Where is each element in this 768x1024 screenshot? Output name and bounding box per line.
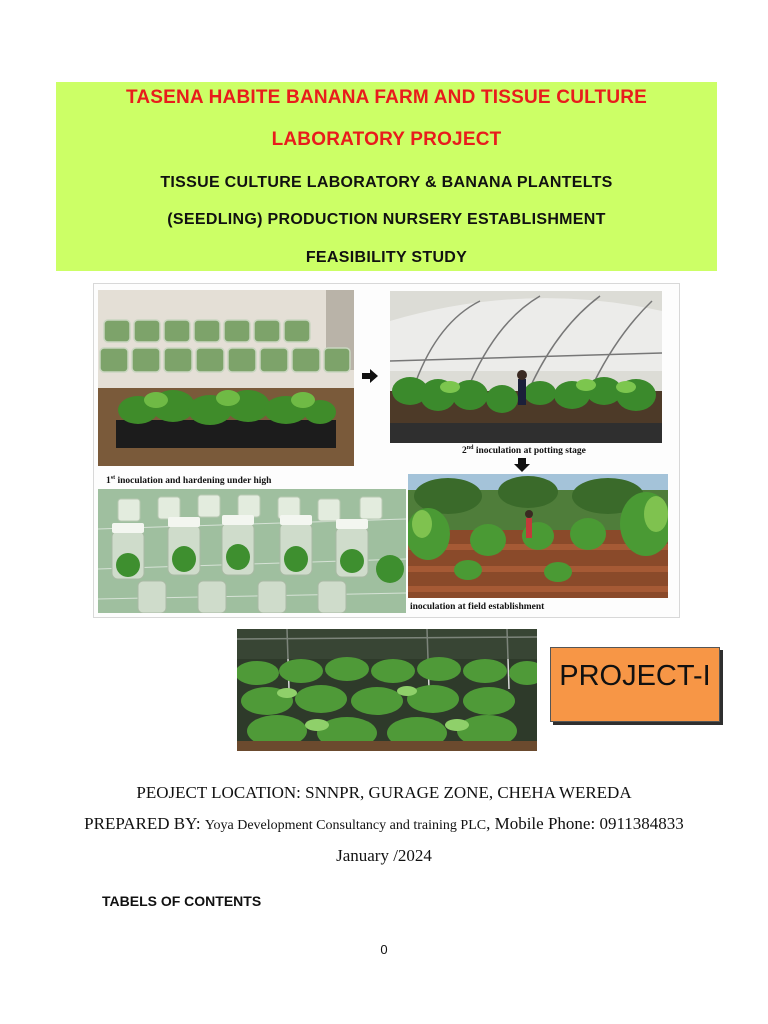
caption-second-number: 2 (462, 446, 467, 457)
caption-first-superscript: st (110, 475, 116, 481)
arrow-right-icon (362, 369, 378, 383)
greenhouse-potting-photo (390, 291, 662, 443)
photo-collage (93, 283, 680, 618)
subtitle-line-1: TISSUE CULTURE LABORATORY & BANANA PLANTELTS (160, 174, 613, 191)
project-badge-numeral: I (702, 660, 711, 692)
subtitle-line-2: (SEEDLING) PRODUCTION NURSERY ESTABLISHMENT (167, 211, 606, 228)
title-banner (56, 82, 717, 271)
caption-first-text: inoculation and hardening under high (115, 476, 272, 487)
caption-second-inoculation (462, 445, 586, 456)
page-number: 0 (380, 942, 388, 957)
caption-first-inoculation (106, 475, 271, 486)
document-date: January /2024 (336, 846, 432, 865)
caption-field-establishment: inoculation at field establishment (410, 602, 545, 612)
caption-second-text: inoculation at potting stage (473, 446, 586, 457)
caption-first-number: 1 (106, 476, 111, 487)
hardening-jars-photo (98, 489, 406, 613)
project-badge (550, 647, 720, 722)
project-badge-label (551, 660, 719, 693)
subtitle-line-3: FEASIBILITY STUDY (305, 249, 468, 266)
project-badge-dash: - (693, 660, 703, 692)
nursery-seedlings-photo (237, 629, 537, 751)
prepared-by-label: PREPARED BY: (84, 814, 201, 833)
project-badge-word: PROJECT (559, 660, 693, 692)
caption-second-superscript: nd (466, 445, 474, 451)
mobile-phone-value: 0911384833 (599, 814, 684, 833)
arrow-down-icon (514, 458, 530, 472)
project-title-line-2: LABORATORY PROJECT (271, 129, 502, 150)
lab-jars-and-tray-photo (98, 290, 354, 466)
prepared-by-line: PREPARED BY: Yoya Development Consultancy and training PLC, Mobile Phone: 0911384833 (84, 814, 684, 833)
mobile-phone-label: Mobile Phone: (494, 814, 596, 833)
project-location: PEOJECT LOCATION: SNNPR, GURAGE ZONE, CHEHA WEREDA (136, 783, 632, 802)
toc-heading: TABELS OF CONTENTS (102, 893, 262, 909)
project-title-line-1: TASENA HABITE BANANA FARM AND TISSUE CULTURE (125, 87, 648, 108)
field-establishment-photo (408, 474, 668, 598)
prepared-by-value: Yoya Development Consultancy and training PLC (204, 818, 487, 833)
